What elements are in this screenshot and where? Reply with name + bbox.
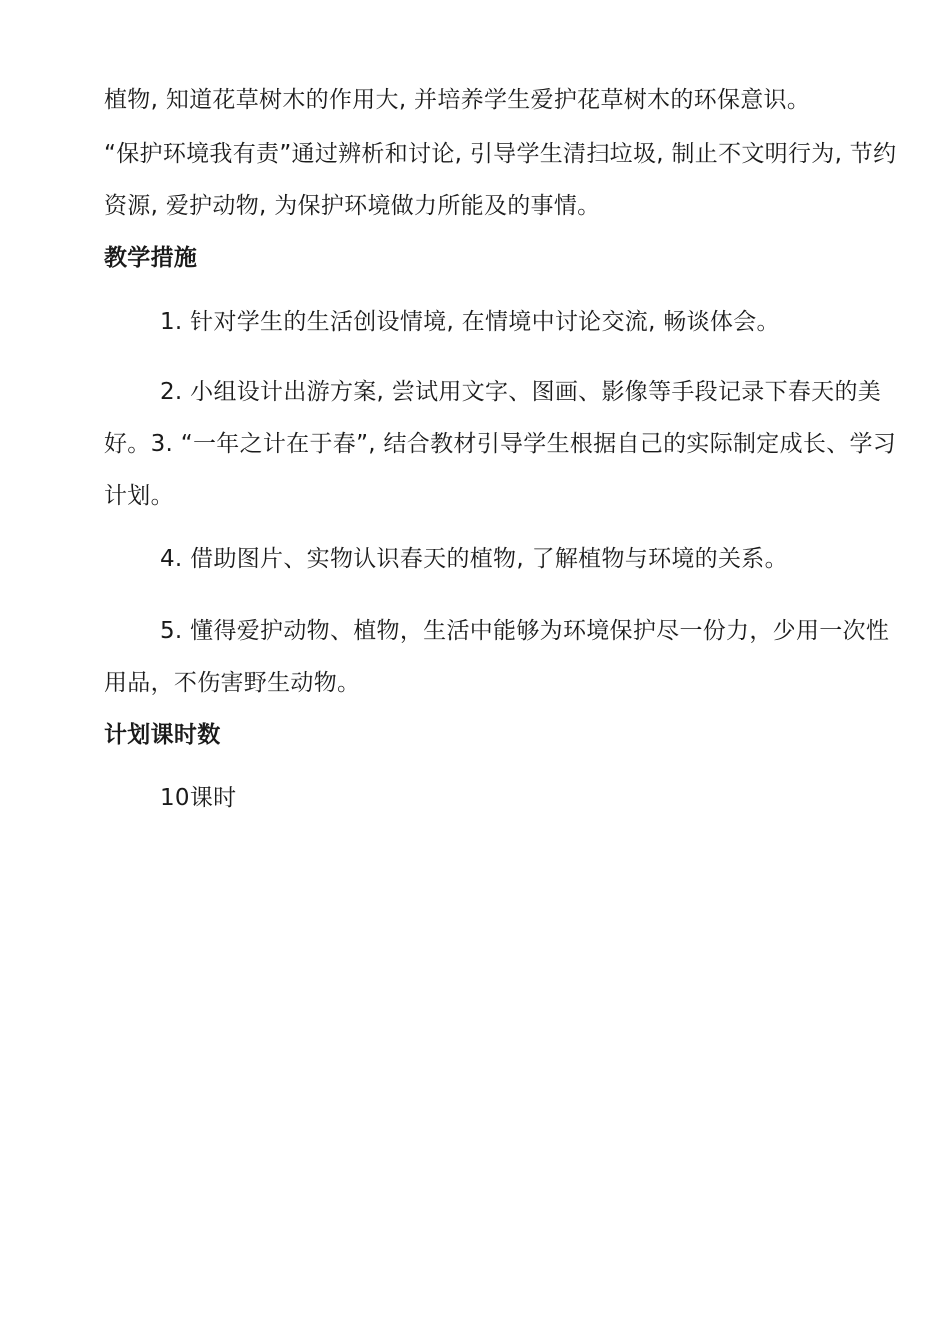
measure-item-4: 4. 借助图片、实物认识春天的植物, 了解植物与环境的关系。: [160, 546, 788, 572]
measure-item-1: 1. 针对学生的生活创设情境, 在情境中讨论交流, 畅谈体会。: [160, 309, 780, 335]
paragraph-intro-2: “保护环境我有责”通过辨析和讨论, 引导学生清扫垃圾, 制止不文明行为, 节约资源, 爱护动物, 为保护环境做力所能及的事情。: [104, 141, 897, 219]
measure-item-5: 5. 懂得爱护动物、植物，生活中能够为环境保护尽一份力，少用一次性用品，不伤害野生动物。: [104, 618, 890, 696]
measure-item-2-3: 2. 小组设计出游方案, 尝试用文字、图画、影像等手段记录下春天的美好。3. “一年之计在于春”, 结合教材引导学生根据自己的实际制定成长、学习计划。: [104, 379, 897, 509]
heading-measures: 教学措施: [104, 245, 198, 271]
heading-hours: 计划课时数: [104, 722, 221, 748]
paragraph-intro-1: 植物, 知道花草树木的作用大, 并培养学生爱护花草树木的环保意识。: [104, 87, 811, 113]
hours-value: 10课时: [160, 785, 237, 811]
